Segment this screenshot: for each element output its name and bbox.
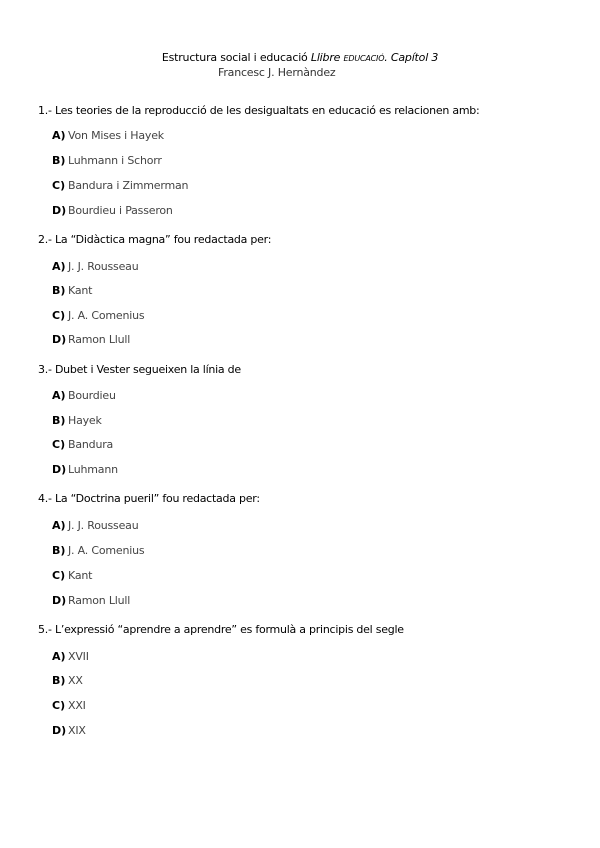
- option-letter: C): [52, 309, 66, 322]
- option-letter: C): [52, 438, 66, 451]
- option-text: Bourdieu i Passeron: [68, 204, 173, 217]
- option-text: J. A. Comenius: [68, 544, 145, 557]
- option-text: J. J. Rousseau: [68, 260, 139, 273]
- option-d: [52, 200, 173, 218]
- option-text: Kant: [68, 284, 93, 297]
- question-2: [38, 231, 578, 346]
- option-text: J. J. Rousseau: [68, 519, 139, 532]
- option-text: XX: [68, 674, 83, 687]
- option-text: J. A. Comenius: [68, 309, 145, 322]
- option-text: XIX: [68, 724, 86, 737]
- option-letter: A): [52, 129, 66, 142]
- question-text: 1.- Les teories de la reproducció de les desigualtats en educació es relacionen amb:: [38, 104, 480, 117]
- option-b: [52, 540, 144, 558]
- question-1: [38, 102, 578, 217]
- option-a: [52, 125, 164, 143]
- option-letter: B): [52, 284, 66, 297]
- option-letter: D): [52, 724, 67, 737]
- document-title: [0, 51, 600, 64]
- option-letter: B): [52, 154, 66, 167]
- option-b: [52, 670, 83, 688]
- title-subject: Estructura social i educació: [161, 51, 311, 64]
- document-author: Francesc J. Hernàndez: [218, 66, 336, 79]
- option-text: Bourdieu: [68, 389, 116, 402]
- question-text: 4.- La “Doctrina pueril” fou redactada per:: [38, 492, 260, 505]
- option-letter: D): [52, 333, 67, 346]
- option-letter: B): [52, 544, 66, 557]
- option-letter: B): [52, 674, 66, 687]
- title-book: Llibre: [310, 51, 344, 64]
- option-c: [52, 305, 144, 323]
- question-text: 5.- L’expressió “aprendre a aprendre” es formulà a principis del segle: [38, 623, 404, 636]
- title-book-small: EDUCACIÓ: [343, 54, 385, 63]
- option-text: Ramon Llull: [68, 594, 131, 607]
- option-b: [52, 410, 102, 428]
- option-letter: A): [52, 260, 66, 273]
- option-c: [52, 565, 92, 583]
- option-letter: B): [52, 414, 66, 427]
- option-d: [52, 459, 118, 477]
- title-chapter: . Capítol 3: [384, 51, 439, 64]
- option-text: Luhmann i Schorr: [68, 154, 162, 167]
- option-letter: A): [52, 650, 66, 663]
- option-a: [52, 385, 116, 403]
- option-letter: C): [52, 699, 66, 712]
- option-text: Bandura i Zimmerman: [68, 179, 189, 192]
- option-text: Bandura: [68, 438, 114, 451]
- option-b: [52, 150, 162, 168]
- option-c: [52, 695, 86, 713]
- option-d: [52, 720, 86, 738]
- option-letter: D): [52, 204, 67, 217]
- option-letter: A): [52, 519, 66, 532]
- option-text: XXI: [68, 699, 86, 712]
- option-d: [52, 329, 130, 347]
- option-b: [52, 280, 92, 298]
- option-letter: D): [52, 594, 67, 607]
- option-text: Kant: [68, 569, 93, 582]
- option-a: [52, 646, 89, 664]
- option-text: Luhmann: [68, 463, 118, 476]
- option-letter: C): [52, 179, 66, 192]
- option-text: XVII: [68, 650, 89, 663]
- option-letter: A): [52, 389, 66, 402]
- option-letter: D): [52, 463, 67, 476]
- option-c: [52, 434, 113, 452]
- option-a: [52, 256, 138, 274]
- option-d: [52, 590, 130, 608]
- option-letter: C): [52, 569, 66, 582]
- question-text: 2.- La “Didàctica magna” fou redactada per:: [38, 233, 272, 246]
- option-text: Hayek: [68, 414, 102, 427]
- option-c: [52, 175, 188, 193]
- option-text: Ramon Llull: [68, 333, 131, 346]
- option-a: [52, 515, 138, 533]
- question-5: [38, 621, 578, 737]
- question-text: 3.- Dubet i Vester segueixen la línia de: [38, 363, 241, 376]
- question-4: [38, 490, 578, 607]
- option-text: Von Mises i Hayek: [68, 129, 164, 142]
- question-3: [38, 361, 578, 476]
